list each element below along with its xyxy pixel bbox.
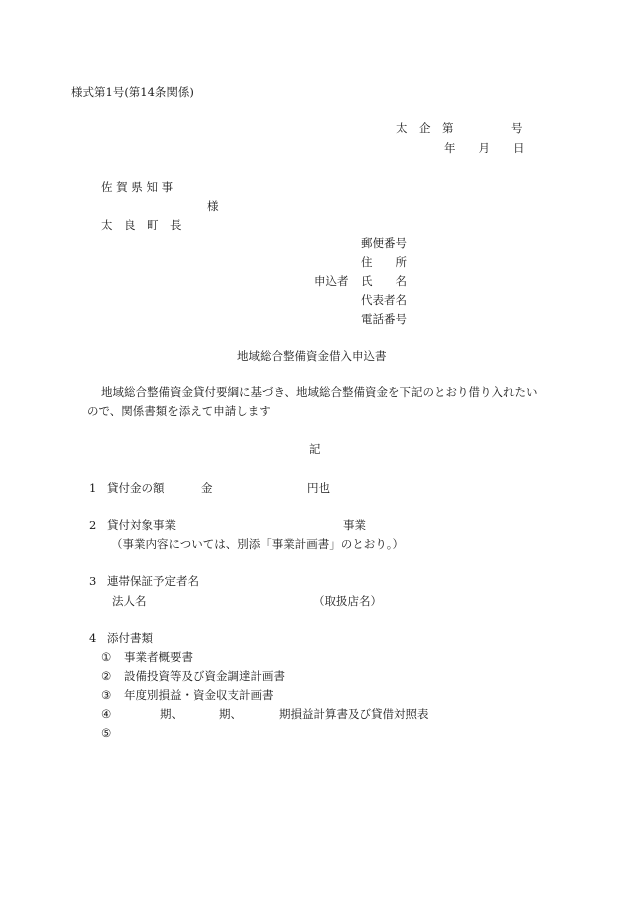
attachment3-mark: ③ [101, 688, 112, 702]
attachment4-rest: 期損益計算書及び貸借対照表 [279, 707, 429, 721]
addressee-mayor: 太 良 町 長 [101, 218, 182, 232]
attachment1-mark: ① [101, 650, 112, 664]
item1-kin: 金 [201, 481, 213, 495]
item3-corp: 法人名 [112, 594, 147, 608]
attachment5-mark: ⑤ [101, 726, 112, 740]
item1-yen: 円也 [307, 481, 330, 495]
attachment4-term2: 期、 [219, 707, 242, 721]
document-title: 地域総合整備資金借入申込書 [237, 349, 387, 363]
applicant-address-label: 住 所 [361, 255, 407, 269]
item2-note: （事業内容については、別添「事業計画書」のとおり。） [111, 537, 405, 551]
item1-label: 貸付金の額 [107, 481, 165, 495]
item3-label: 連帯保証予定者名 [107, 574, 199, 588]
item4-number: 4 [89, 631, 97, 645]
addressee-governor: 佐 賀 県 知 事 [101, 180, 174, 194]
date-line: 年 月 日 [444, 141, 525, 155]
item1-number: 1 [89, 481, 97, 495]
item3-bank: （取扱店名） [313, 594, 382, 608]
attachment4-term1: 期、 [160, 707, 183, 721]
attachment4-mark: ④ [101, 707, 112, 721]
body-text-line2: ので、関係書類を添えて申請します [87, 404, 271, 418]
applicant-phone-label: 電話番号 [361, 312, 407, 326]
item4-label: 添付書類 [107, 631, 153, 645]
applicant-representative-label: 代表者名 [361, 293, 407, 307]
attachment3-text: 年度別損益・資金収支計画書 [124, 688, 274, 702]
applicant-label: 申込者 [314, 274, 349, 288]
attachment2-mark: ② [101, 669, 112, 683]
item2-label: 貸付対象事業 [107, 518, 176, 532]
body-text-line1: 地域総合整備資金貸付要綱に基づき、地域総合整備資金を下記のとおり借り入れたい [101, 385, 538, 399]
item2-number: 2 [89, 518, 97, 532]
ki-heading: 記 [309, 442, 321, 456]
applicant-postal-code-label: 郵便番号 [361, 236, 407, 250]
document-number-line: 太 企 第 号 [396, 121, 523, 135]
item3-number: 3 [89, 574, 97, 588]
applicant-name-label: 氏 名 [361, 274, 407, 288]
addressee-honorific: 様 [207, 199, 219, 213]
item2-suffix: 事業 [343, 518, 366, 532]
form-label: 様式第1号(第14条関係) [71, 85, 194, 99]
attachment2-text: 設備投資等及び資金調達計画書 [124, 669, 285, 683]
attachment1-text: 事業者概要書 [124, 650, 193, 664]
